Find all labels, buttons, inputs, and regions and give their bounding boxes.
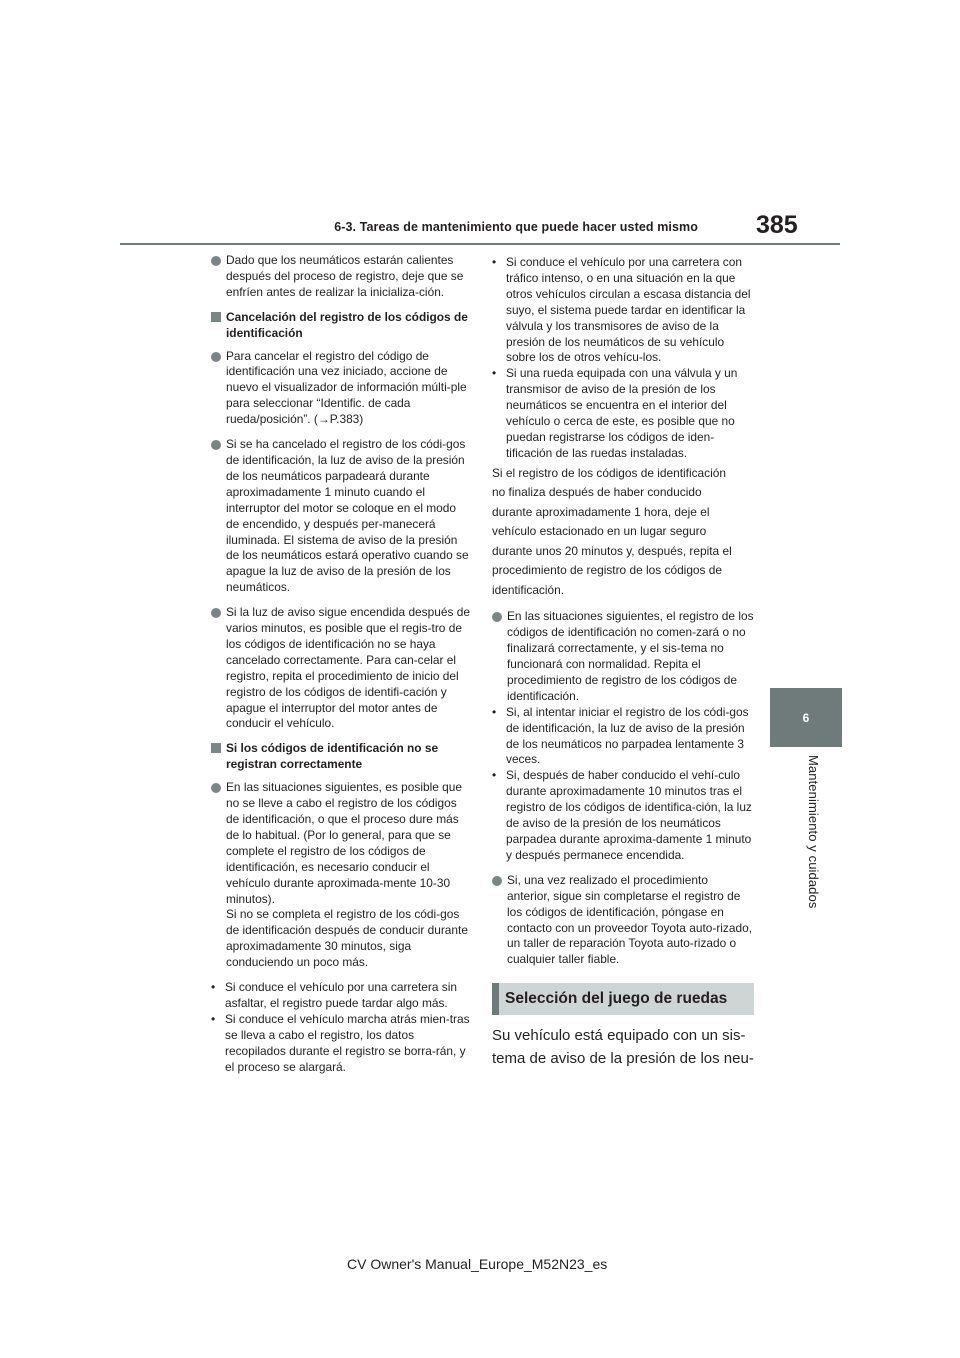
right-column bbox=[492, 255, 754, 1070]
dot-bullet-icon: • bbox=[492, 366, 497, 381]
paragraph-line: Si el registro de los códigos de identificación bbox=[492, 465, 726, 480]
sub-bullet-item bbox=[492, 366, 754, 461]
dot-bullet-icon: • bbox=[492, 768, 497, 783]
bullet-text: Dado que los neumáticos estarán calientes después del proceso de registro, deje que se enfríen antes de realizar la inicializa-ción. bbox=[226, 253, 464, 299]
header-divider bbox=[120, 243, 840, 245]
bullet-text: En las situaciones siguientes, el registro de los códigos de identificación no comen-zará o no finalizará correctamente, y el sis-tema no funcionará con normalidad. Repita el procedimiento de registro de los códigos de identificación. bbox=[507, 609, 754, 703]
bullet-text: Si, una vez realizado el procedimiento anterior, sigue sin completarse el registro de los códigos de identificación, póngase en contacto con un proveedor Toyota auto-rizado, un taller de reparación Toyota auto-rizado o cualquier taller fiable. bbox=[507, 872, 753, 967]
paragraph-line: durante aproximadamente 1 hora, deje el bbox=[492, 504, 710, 519]
sub-bullet-text: Si conduce el vehículo marcha atrás mien-tras se lleva a cabo el registro, los datos recopilados durante el registro se borra-rán, y el proceso se alargará. bbox=[225, 1011, 470, 1074]
sub-bullet-text: Si conduce el vehículo por una carretera sin asfaltar, el registro puede tardar algo más. bbox=[225, 980, 458, 1010]
heading-text: Cancelación del registro de los códigos de identificación bbox=[226, 309, 468, 340]
sub-bullet-text: Si conduce el vehículo por una carretera con tráfico intenso, o en una situación en la que otros vehículos circulan a escasa distancia del suyo, el sistema puede tardar en identificar la válvula y los transmisores de aviso de la presión de los neumáticos de su vehículo sobre los de otros vehícu-los. bbox=[506, 255, 751, 365]
section-intro bbox=[492, 1024, 754, 1070]
dot-bullet-icon: • bbox=[211, 980, 216, 995]
section-title: Selección del juego de ruedas bbox=[505, 990, 728, 1008]
bullet-item bbox=[211, 349, 471, 429]
sub-bullet-item bbox=[492, 768, 754, 863]
paragraph-line: no finaliza después de haber conducido bbox=[492, 485, 702, 500]
bullet-text: Si se ha cancelado el registro de los códi-gos de identificación, la luz de aviso de la presión de los neumáticos parpadeará durante aproximadamente 1 minuto cuando el interruptor del motor se coloque en el modo de encendido, y después per-manecerá iluminada. El sistema de aviso de la presión de los neumáticos estará operativo cuando se apague la luz de aviso de la presión de los neumáticos. bbox=[226, 437, 469, 595]
square-bullet-icon bbox=[211, 312, 221, 322]
dot-bullet-icon: • bbox=[211, 1011, 216, 1026]
heading-text: Si los códigos de identificación no se registran correctamente bbox=[226, 741, 439, 772]
bullet-continuation: Si no se completa el registro de los códi-gos de identificación después de conducir durante aproximadamente 30 minutos, siga conduciendo un poco más. bbox=[226, 907, 468, 970]
footer-manual-id: CV Owner's Manual_Europe_M52N23_es bbox=[347, 1256, 608, 1272]
sub-bullet-text: Si una rueda equipada con una válvula y un transmisor de aviso de la presión de los neumáticos se encuentra en el interior del vehículo o cerca de este, es posible que no puedan registrarse los códigos de iden-tificación de las ruedas instaladas. bbox=[506, 366, 738, 460]
chapter-label: Mantenimiento y cuidados bbox=[806, 755, 821, 909]
bullet-item bbox=[492, 873, 754, 968]
sub-bullet-text: Si, al intentar iniciar el registro de los códi-gos de identificación, la luz de aviso de la presión de los neumáticos no parpadea lentamente 3 veces. bbox=[506, 704, 749, 767]
bullet-text: Si la luz de aviso sigue encendida después de varios minutos, es posible que el regis-tro de los códigos de identificación no se haya cancelado correctamente. Para can-celar el registro, repita el procedimiento de inicio del registro de los códigos de identifi-cación y apague el interruptor del motor antes de conducir el vehículo. bbox=[226, 605, 470, 731]
intro-line: Su vehículo está equipado con un sis- bbox=[492, 1027, 746, 1045]
sub-bullet-item bbox=[211, 980, 471, 1012]
circle-bullet-icon bbox=[492, 876, 502, 886]
circle-bullet-icon bbox=[211, 440, 221, 450]
header-section-title: 6-3. Tareas de mantenimiento que puede hacer usted mismo bbox=[334, 220, 698, 234]
circle-bullet-icon bbox=[492, 612, 502, 622]
bullet-item bbox=[211, 437, 471, 596]
left-column bbox=[211, 253, 471, 1076]
paragraph-line: procedimiento de registro de los códigos de bbox=[492, 563, 723, 578]
circle-bullet-icon bbox=[211, 352, 221, 362]
circle-bullet-icon bbox=[211, 256, 221, 266]
chapter-tab bbox=[770, 688, 842, 747]
bullet-text: Para cancelar el registro del código de identificación una vez iniciado, accione de nuevo el visualizador de información múlti-ple para seleccionar “Identific. de cada rueda/posición”. (→P.383) bbox=[226, 348, 467, 427]
subsection-heading bbox=[211, 741, 471, 773]
dot-bullet-icon: • bbox=[492, 704, 497, 719]
sub-bullet-item bbox=[492, 705, 754, 769]
section-heading-box bbox=[492, 983, 754, 1015]
dot-bullet-icon: • bbox=[492, 255, 497, 269]
subsection-heading bbox=[211, 310, 471, 342]
sub-bullet-item bbox=[492, 255, 754, 366]
bullet-text: En las situaciones siguientes, es posible que no se lleve a cabo el registro de los códigos de identificación, o que el proceso dure más de lo habitual. (Por lo general, para que se complete el registro de los códigos de identificación, es necesario conducir el vehículo durante aproximada-mente 10-30 minutos). bbox=[226, 780, 462, 906]
bullet-item bbox=[492, 609, 754, 704]
paragraph-line: durante unos 20 minutos y, después, repita el bbox=[492, 543, 732, 558]
chapter-number: 6 bbox=[802, 710, 810, 725]
bullet-item bbox=[211, 780, 471, 971]
circle-bullet-icon bbox=[211, 783, 221, 793]
paragraph-line: identificación. bbox=[492, 582, 565, 597]
intro-line: tema de aviso de la presión de los neu- bbox=[492, 1050, 754, 1068]
section-accent-bar bbox=[492, 983, 499, 1015]
sub-bullet-text: Si, después de haber conducido el vehí-culo durante aproximadamente 10 minutos tras el registro de los códigos de identifica-ción, la luz de aviso de la presión de los neumáticos parpadea durante aproxima-damente 1 minuto y después permanece encendida. bbox=[506, 768, 752, 862]
page-number: 385 bbox=[756, 211, 798, 239]
sub-bullet-item bbox=[211, 1012, 471, 1076]
square-bullet-icon bbox=[211, 743, 221, 753]
circle-bullet-icon bbox=[211, 608, 221, 618]
bullet-item bbox=[211, 253, 471, 301]
paragraph-line: vehículo estacionado en un lugar seguro bbox=[492, 524, 707, 539]
body-paragraph bbox=[492, 464, 754, 601]
bullet-item bbox=[211, 605, 471, 732]
